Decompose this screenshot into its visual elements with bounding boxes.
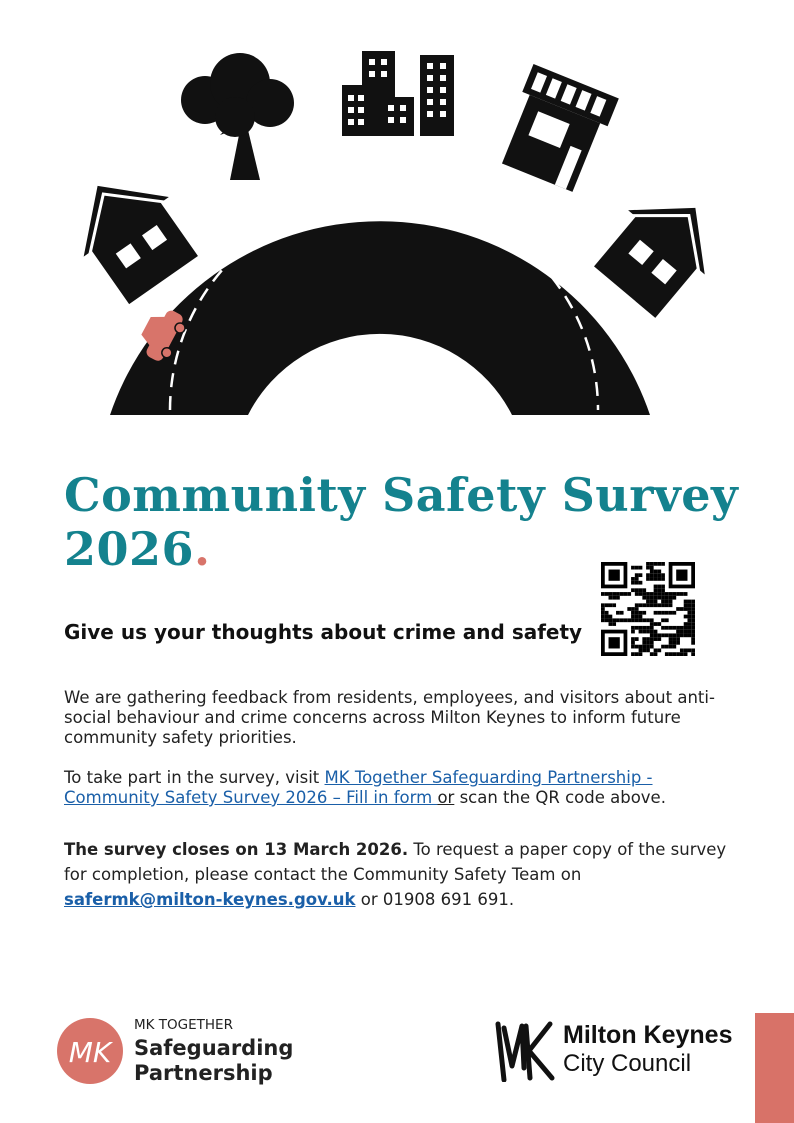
road-icon xyxy=(110,196,650,415)
house-icon xyxy=(70,156,206,310)
participate-after: scan the QR code above. xyxy=(454,788,666,807)
closing-text: To request a paper copy of the survey for completion, please contact the Community Safety Team on xyxy=(64,840,727,884)
participate-paragraph xyxy=(64,768,734,808)
phone-text: or 01908 691 691. xyxy=(355,890,515,909)
closing-paragraph xyxy=(64,837,734,912)
house-icon xyxy=(586,176,720,325)
safeguarding-partnership-label xyxy=(134,1036,293,1086)
mk-logo-mark: MK xyxy=(68,1036,112,1069)
council-mk-icon xyxy=(494,1018,556,1082)
title-text: Community Safety Survey 2026 xyxy=(64,468,739,576)
participate-before: To take part in the survey, visit xyxy=(64,768,325,787)
hero-illustration xyxy=(70,45,720,425)
logo-line-2: Partnership xyxy=(134,1061,273,1085)
qr-code-icon[interactable] xyxy=(601,562,695,656)
mk-together-label: MK TOGETHER xyxy=(134,1017,233,1033)
page-title xyxy=(64,468,764,576)
intro-paragraph: We are gathering feedback from residents, employees, and visitors about anti-social behaviour and crime concerns across Milton Keynes to inform future community safety priorities. xyxy=(64,688,715,747)
survey-link[interactable]: MK Together Safeguarding Partnership - Community Safety Survey 2026 – Fill in form xyxy=(64,768,653,807)
email-link[interactable]: safermk@milton-keynes.gov.uk xyxy=(64,890,356,909)
shop-icon xyxy=(495,64,619,195)
tree-icon xyxy=(181,53,294,180)
buildings-icon xyxy=(342,51,454,136)
subtitle: Give us your thoughts about crime and safety xyxy=(64,620,583,644)
logo-line-1: Safeguarding xyxy=(134,1036,294,1060)
council-subname: City Council xyxy=(563,1050,692,1077)
council-name: Milton Keynes xyxy=(563,1021,733,1049)
corner-accent-bar xyxy=(755,1013,794,1123)
participate-or: or xyxy=(437,788,455,807)
closing-date: The survey closes on 13 March 2026. xyxy=(64,840,409,859)
mk-together-logo-icon xyxy=(55,1016,131,1086)
title-dot: . xyxy=(194,522,211,576)
